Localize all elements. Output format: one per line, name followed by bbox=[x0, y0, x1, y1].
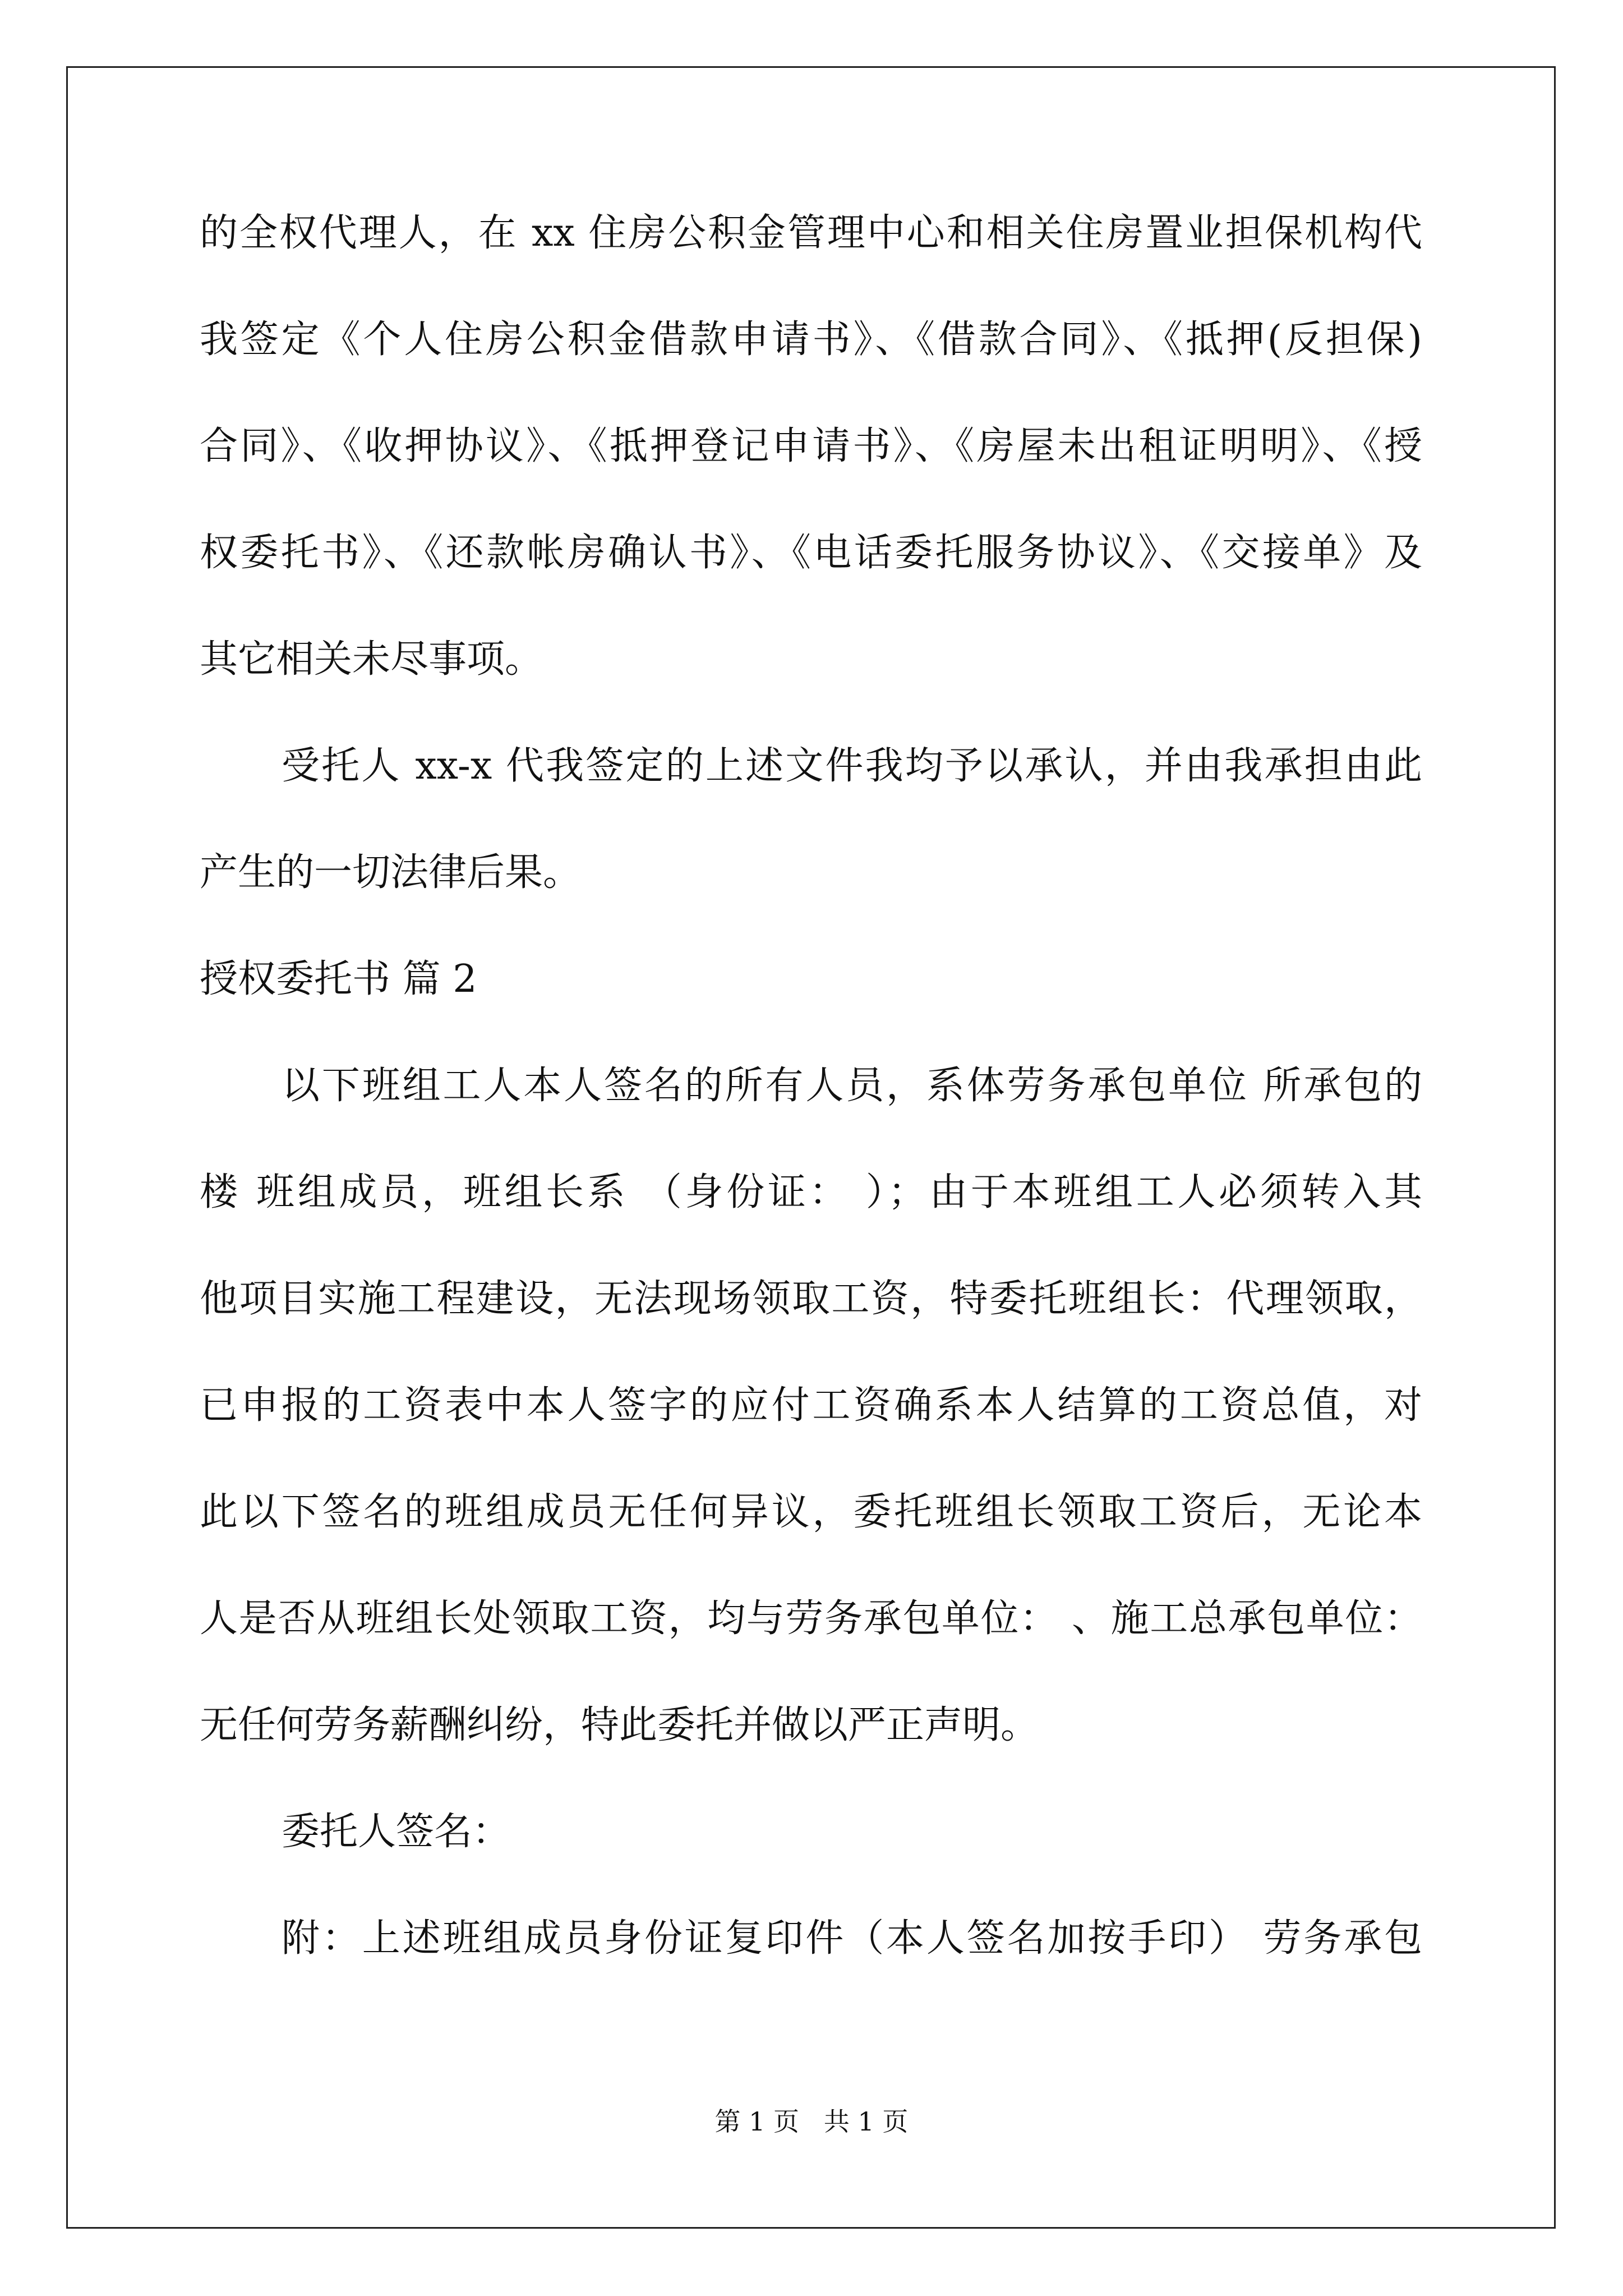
text-line: 无任何劳务薪酬纠纷，特此委托并做以严正声明。 bbox=[200, 1703, 1039, 1747]
text-line: 产生的一切法律后果。 bbox=[200, 850, 582, 895]
text-line: 此以下签名的班组成员无任何异议，委托班组长领取工资后，无论本 bbox=[200, 1490, 1422, 1534]
text-line: 人是否从班组长处领取工资，均与劳务承包单位： 、施工总承包单位： bbox=[200, 1596, 1422, 1641]
text-line: 楼 班组成员，班组长系 （身份证： ）；由于本班组工人必须转入其 bbox=[200, 1170, 1422, 1214]
text-line: 他项目实施工程建设，无法现场领取工资，特委托班组长：代理领取， bbox=[200, 1277, 1422, 1321]
text-line: 其它相关未尽事项。 bbox=[200, 637, 543, 682]
section-heading: 授权委托书 篇 2 bbox=[200, 957, 477, 1001]
text-line: 已申报的工资表中本人签字的应付工资确系本人结算的工资总值，对 bbox=[200, 1383, 1422, 1428]
text-line: 受托人 xx-x 代我签定的上述文件我均予以承认，并由我承担由此 bbox=[282, 744, 1422, 788]
signature-label: 委托人签名： bbox=[282, 1810, 511, 1854]
text-line: 以下班组工人本人签名的所有人员，系体劳务承包单位 所承包的 bbox=[282, 1064, 1422, 1108]
text-line: 的全权代理人，在 xx 住房公积金管理中心和相关住房置业担保机构代 bbox=[200, 211, 1422, 255]
text-line: 合同》、《收押协议》、《抵押登记申请书》、《房屋未出租证明明》、《授 bbox=[200, 424, 1422, 468]
text-line: 权委托书》、《还款帐房确认书》、《电话委托服务协议》、《交接单》及 bbox=[200, 531, 1422, 575]
page-border bbox=[66, 66, 1556, 2229]
text-line: 附：上述班组成员身份证复印件（本人签名加按手印） 劳务承包 bbox=[282, 1916, 1422, 1961]
page-number-footer: 第 1 页 共 1 页 bbox=[714, 2106, 909, 2137]
text-line: 我签定《个人住房公积金借款申请书》、《借款合同》、《抵押(反担保) bbox=[200, 318, 1422, 362]
